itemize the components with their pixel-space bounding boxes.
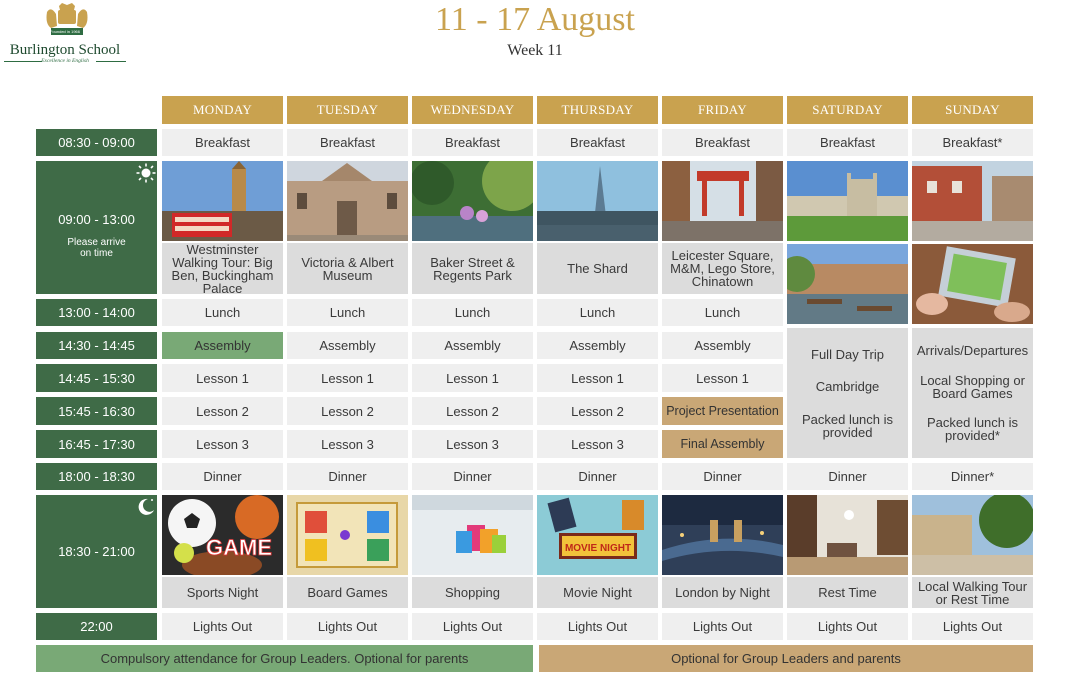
lesson2-tuesday: Lesson 2 (287, 397, 408, 425)
movie-night-sign: MOVIE NIGHT (564, 543, 632, 554)
day-header-friday: FRIDAY (662, 96, 783, 124)
dinner-monday: Dinner (162, 463, 283, 490)
page-title: 11 - 17 August (435, 1, 635, 38)
time-evening: 18:30 - 21:00 (36, 495, 157, 608)
photo-rest-lounge (787, 495, 908, 575)
evening-saturday: Rest Time (787, 577, 908, 608)
lights-friday: Lights Out (662, 613, 783, 640)
evening-tuesday: Board Games (287, 577, 408, 608)
lights-wednesday: Lights Out (412, 613, 533, 640)
photo-board-games (287, 495, 408, 575)
time-assembly: 14:30 - 14:45 (36, 332, 157, 359)
sun-icon (136, 163, 156, 183)
lunch-thursday: Lunch (537, 299, 658, 326)
photo-movie-night (537, 495, 658, 575)
evening-thursday: Movie Night (537, 577, 658, 608)
breakfast-sunday: Breakfast* (912, 129, 1033, 156)
founded-text: Founded in 1966 (49, 29, 81, 34)
assembly-tuesday: Assembly (287, 332, 408, 359)
sunday-afternoon-block (912, 328, 1033, 458)
lesson1-thursday: Lesson 1 (537, 364, 658, 392)
divider (96, 61, 126, 62)
dinner-wednesday: Dinner (412, 463, 533, 490)
school-name: Burlington School (9, 42, 121, 58)
arrive-note: Please arrive on time (67, 237, 126, 259)
assembly-thursday: Assembly (537, 332, 658, 359)
moon-icon (136, 496, 156, 516)
dinner-tuesday: Dinner (287, 463, 408, 490)
lights-sunday: Lights Out (912, 613, 1033, 640)
photo-chinatown (662, 161, 783, 241)
lesson1-monday: Lesson 1 (162, 364, 283, 392)
photo-the-shard (537, 161, 658, 241)
lesson2-friday: Project Presentation (662, 397, 783, 425)
photo-local-walk (912, 495, 1033, 575)
dinner-saturday: Dinner (787, 463, 908, 490)
lesson3-tuesday: Lesson 3 (287, 430, 408, 458)
morning-thursday: The Shard (537, 243, 658, 294)
assembly-monday: Assembly (162, 332, 283, 359)
sunday-lunch-note: Packed lunch is provided* (926, 414, 1019, 443)
dinner-thursday: Dinner (537, 463, 658, 490)
breakfast-monday: Breakfast (162, 129, 283, 156)
evening-monday: Sports Night (162, 577, 283, 608)
time-breakfast: 08:30 - 09:00 (36, 129, 157, 156)
time-dinner: 18:00 - 18:30 (36, 463, 157, 490)
breakfast-tuesday: Breakfast (287, 129, 408, 156)
lights-monday: Lights Out (162, 613, 283, 640)
lesson3-thursday: Lesson 3 (537, 430, 658, 458)
time-lesson1: 14:45 - 15:30 (36, 364, 157, 392)
lesson1-tuesday: Lesson 1 (287, 364, 408, 392)
time-lesson2: 15:45 - 16:30 (36, 397, 157, 425)
photo-sports (162, 495, 283, 575)
photo-regents-park (412, 161, 533, 241)
day-header-sunday: SUNDAY (912, 96, 1033, 124)
footer-compulsory-note: Compulsory attendance for Group Leaders. Optional for parents (36, 645, 533, 672)
evening-wednesday: Shopping (412, 577, 533, 608)
evening-friday: London by Night (662, 577, 783, 608)
dinner-friday: Dinner (662, 463, 783, 490)
photo-shopping (412, 495, 533, 575)
day-header-thursday: THURSDAY (537, 96, 658, 124)
saturday-afternoon-block (787, 328, 908, 458)
sunday-arrivals: Arrivals/Departures (916, 343, 1029, 359)
game-text: GAME (206, 535, 272, 560)
lesson2-wednesday: Lesson 2 (412, 397, 533, 425)
photo-board-game (912, 244, 1033, 324)
evening-sunday: Local Walking Tour or Rest Time (912, 577, 1033, 608)
breakfast-thursday: Breakfast (537, 129, 658, 156)
lunch-monday: Lunch (162, 299, 283, 326)
day-header-monday: MONDAY (162, 96, 283, 124)
lesson3-monday: Lesson 3 (162, 430, 283, 458)
lunch-wednesday: Lunch (412, 299, 533, 326)
school-logo (4, 2, 126, 70)
day-header-tuesday: TUESDAY (287, 96, 408, 124)
photo-cambridge-college (787, 161, 908, 241)
time-lunch: 13:00 - 14:00 (36, 299, 157, 326)
breakfast-friday: Breakfast (662, 129, 783, 156)
lesson3-friday: Final Assembly (662, 430, 783, 458)
photo-cambridge-river (787, 244, 908, 324)
assembly-wednesday: Assembly (412, 332, 533, 359)
time-lights-out: 22:00 (36, 613, 157, 640)
saturday-destination: Cambridge (815, 379, 880, 394)
lights-thursday: Lights Out (537, 613, 658, 640)
time-lesson3: 16:45 - 17:30 (36, 430, 157, 458)
day-header-saturday: SATURDAY (787, 96, 908, 124)
morning-friday: Leicester Square, M&M, Lego Store, Chinatown (662, 243, 783, 294)
morning-tuesday: Victoria & Albert Museum (287, 243, 408, 294)
dinner-sunday: Dinner* (912, 463, 1033, 490)
morning-wednesday: Baker Street & Regents Park (412, 243, 533, 294)
assembly-friday: Assembly (662, 332, 783, 359)
week-label: Week 11 (507, 42, 563, 59)
school-tagline: Excellence in English (41, 58, 89, 64)
lesson3-wednesday: Lesson 3 (412, 430, 533, 458)
lesson1-wednesday: Lesson 1 (412, 364, 533, 392)
photo-va-museum (287, 161, 408, 241)
saturday-lunch-note: Packed lunch is provided (801, 411, 894, 440)
day-header-wednesday: WEDNESDAY (412, 96, 533, 124)
lunch-friday: Lunch (662, 299, 783, 326)
photo-local-high-street (912, 161, 1033, 241)
photo-london-night (662, 495, 783, 575)
lesson2-thursday: Lesson 2 (537, 397, 658, 425)
sunday-activity: Local Shopping or Board Games (920, 372, 1025, 401)
morning-monday: Westminster Walking Tour: Big Ben, Buckingham Palace (162, 243, 283, 294)
lights-tuesday: Lights Out (287, 613, 408, 640)
breakfast-saturday: Breakfast (787, 129, 908, 156)
lights-saturday: Lights Out (787, 613, 908, 640)
photo-big-ben (162, 161, 283, 241)
saturday-trip: Full Day Trip (811, 346, 884, 362)
time-morning: 09:00 - 13:00 Please arrive on time (36, 161, 157, 294)
lesson1-friday: Lesson 1 (662, 364, 783, 392)
lesson2-monday: Lesson 2 (162, 397, 283, 425)
breakfast-wednesday: Breakfast (412, 129, 533, 156)
footer-optional-note: Optional for Group Leaders and parents (539, 645, 1033, 672)
lunch-tuesday: Lunch (287, 299, 408, 326)
